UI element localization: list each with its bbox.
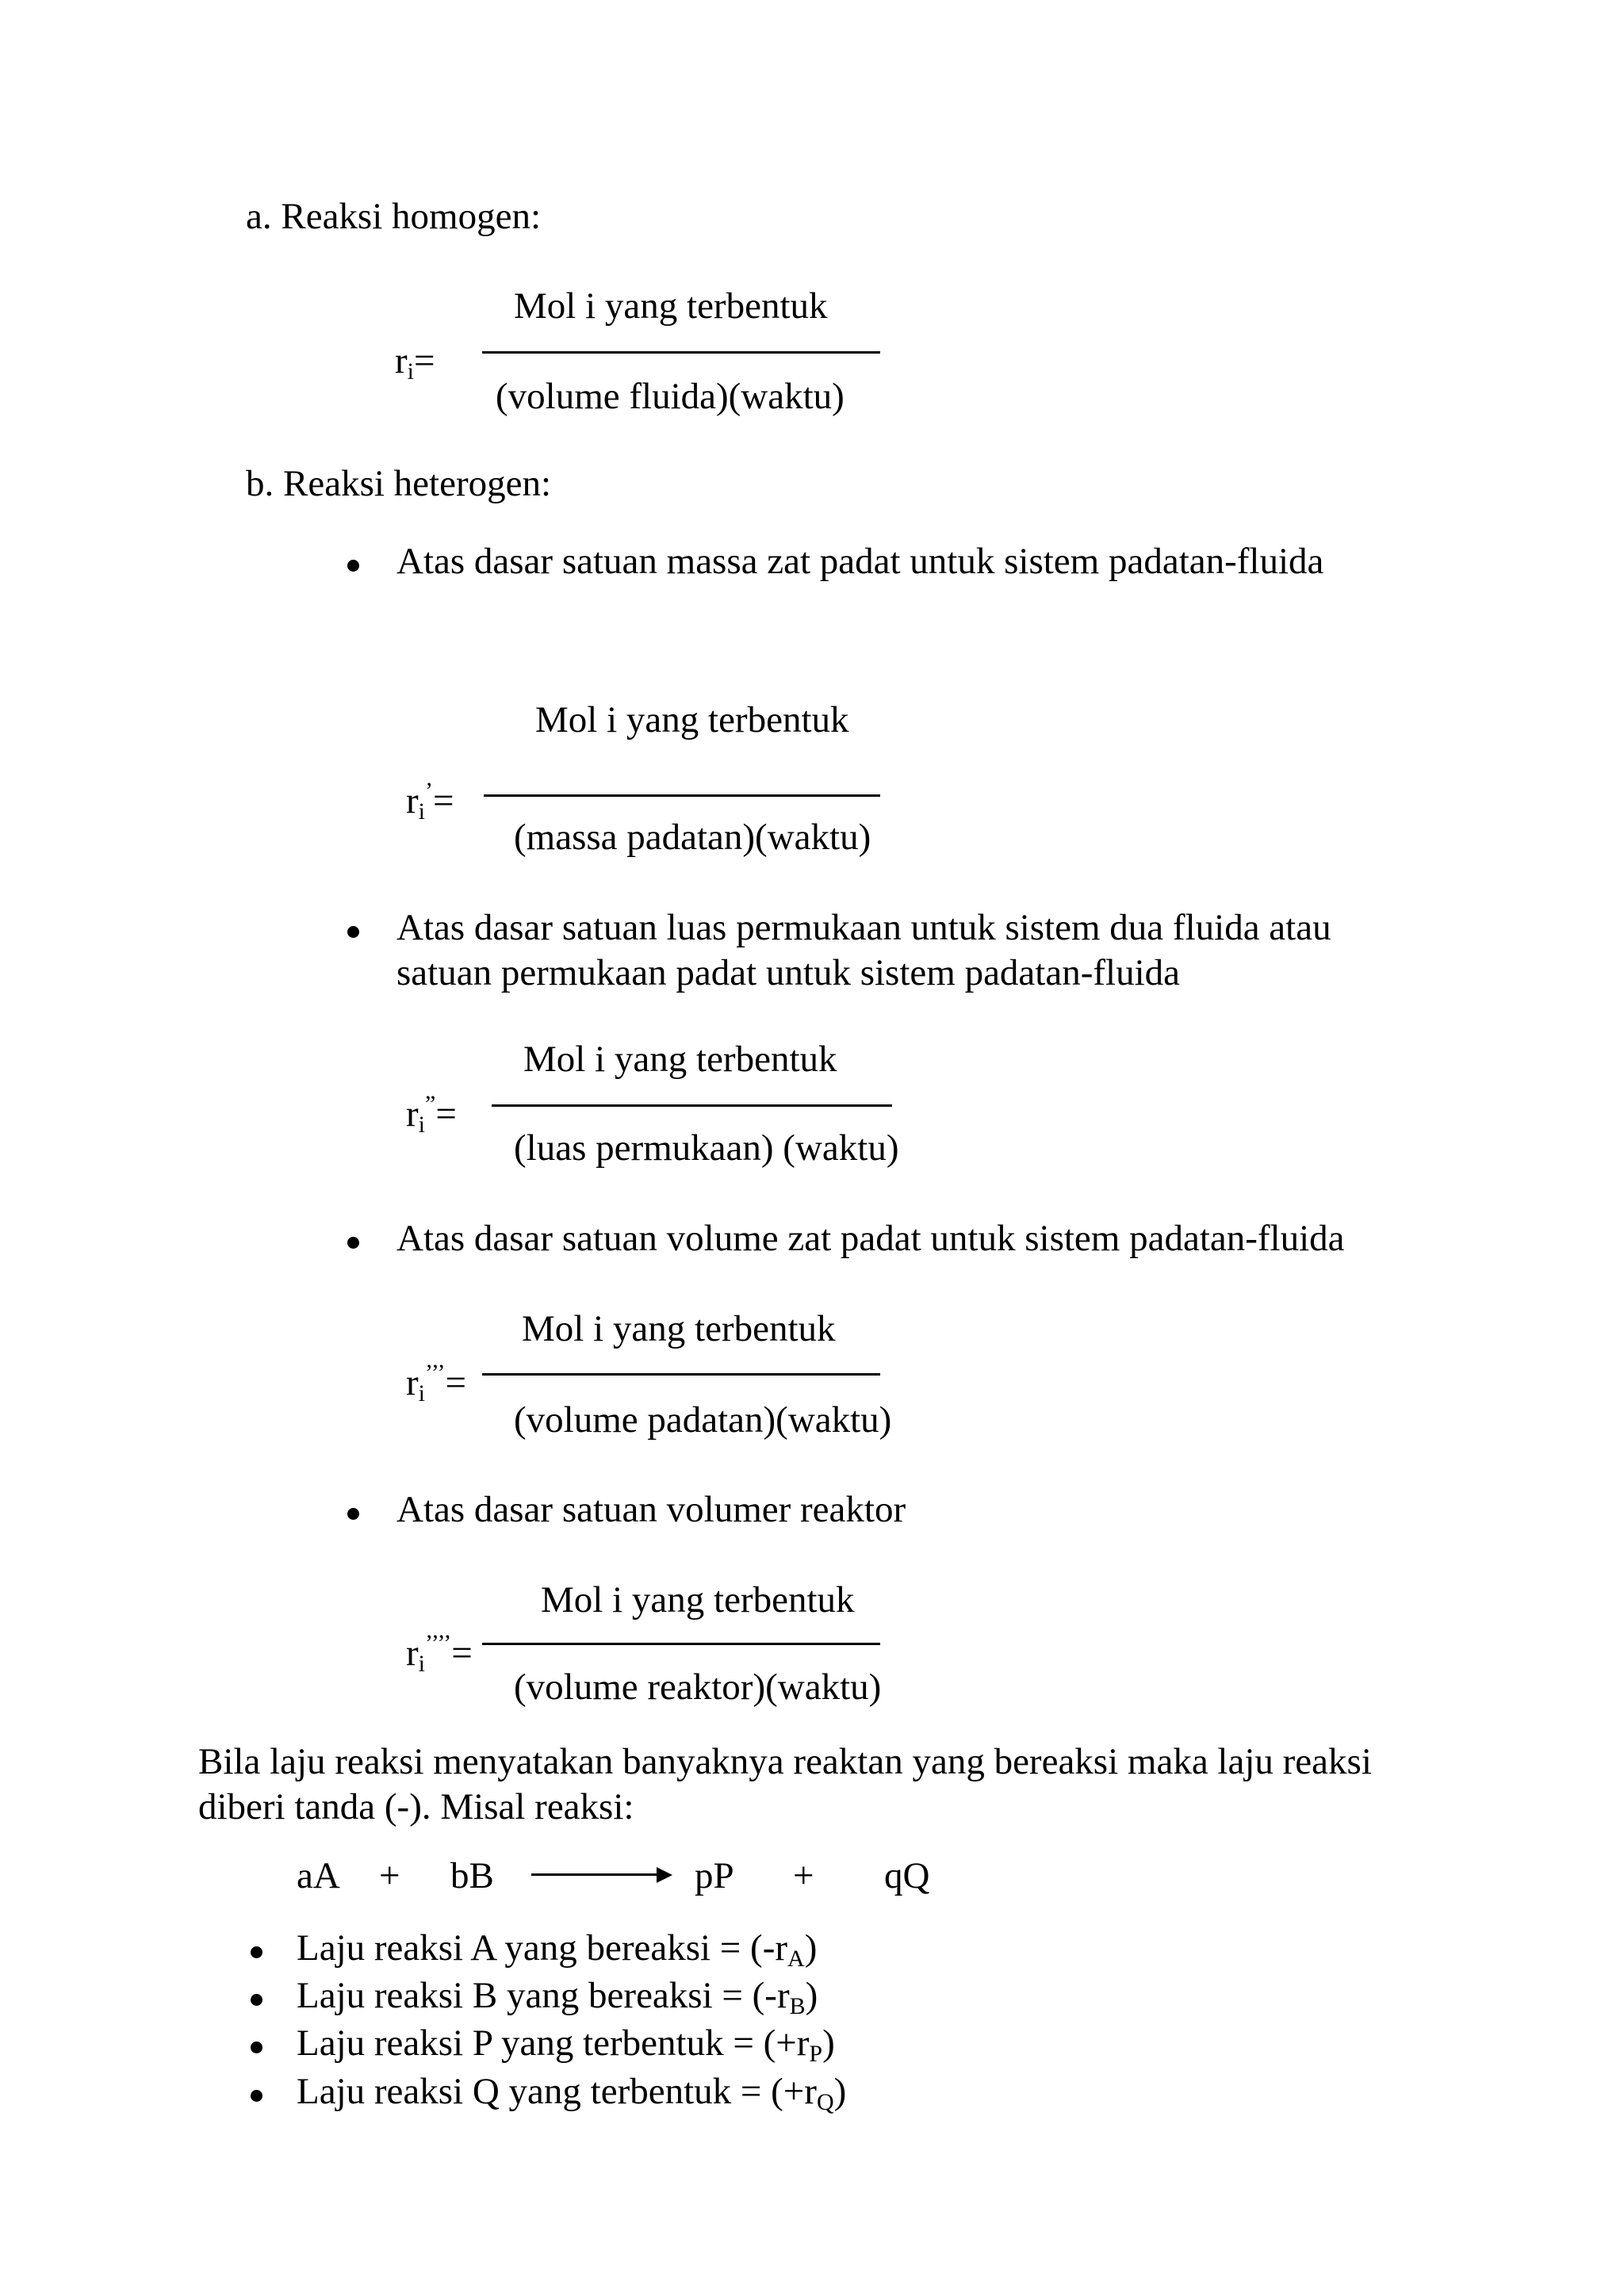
- plus-sign: +: [793, 1855, 814, 1896]
- fraction-bar: [482, 351, 880, 354]
- numerator: Mol i yang terbentuk: [535, 699, 849, 740]
- denominator: (volume reaktor)(waktu): [514, 1667, 882, 1708]
- heading-homogen: a. Reaksi homogen:: [246, 196, 542, 237]
- rate-item-q: Laju reaksi Q yang terbentuk = $(+r_Q)$: [297, 2071, 847, 2115]
- reactant-b: bB: [450, 1855, 494, 1896]
- numerator: Mol i yang terbentuk: [522, 1308, 836, 1349]
- bullet-luas-line1: Atas dasar satuan luas permukaan untuk sistem dua fluida atau: [396, 907, 1331, 948]
- denominator: (volume fluida)(waktu): [496, 376, 845, 417]
- product-q: qQ: [884, 1855, 930, 1896]
- bullet-icon: [251, 2090, 262, 2102]
- arrow-head-icon: [657, 1867, 672, 1883]
- bullet-icon: [347, 560, 359, 572]
- bullet-icon: [251, 2042, 262, 2053]
- bullet-icon: [251, 1994, 262, 2006]
- heading-heterogen: b. Reaksi heterogen:: [246, 463, 552, 504]
- bullet-luas-line2: satuan permukaan padat untuk sistem padatan-fluida: [396, 952, 1180, 993]
- plus-sign: +: [379, 1855, 400, 1896]
- lhs: $r_i=$: [395, 340, 435, 385]
- rate-item-p: Laju reaksi P yang terbentuk = $(+r_P)$: [297, 2022, 835, 2067]
- fraction-bar: [492, 1104, 892, 1107]
- paragraph-line1: Bila laju reaksi menyatakan banyaknya reaktan yang bereaksi maka laju reaksi: [198, 1741, 1372, 1782]
- lhs: $r_i^”=$: [406, 1091, 457, 1138]
- numerator: Mol i yang terbentuk: [514, 285, 828, 327]
- bullet-icon: [347, 1508, 359, 1520]
- reactant-a: aA: [297, 1855, 340, 1896]
- fraction-bar: [482, 1643, 880, 1645]
- numerator: Mol i yang terbentuk: [523, 1039, 837, 1080]
- paragraph-line2: diberi tanda (-). Misal reaksi:: [198, 1786, 634, 1827]
- rate-item-a: Laju reaksi A yang bereaksi = $(-r_A)$: [297, 1927, 818, 1972]
- product-p: pP: [695, 1855, 734, 1896]
- denominator: (massa padatan)(waktu): [514, 817, 871, 858]
- fraction-bar: [482, 1373, 880, 1376]
- bullet-massa: Atas dasar satuan massa zat padat untuk sistem padatan-fluida: [396, 541, 1324, 582]
- fraction-bar: [484, 794, 880, 797]
- bullet-reaktor: Atas dasar satuan volumer reaktor: [396, 1489, 906, 1530]
- reaction-arrow: [531, 1873, 658, 1876]
- denominator: (luas permukaan) (waktu): [514, 1127, 899, 1169]
- lhs: $r_i^’=$: [406, 778, 454, 825]
- bullet-icon: [347, 1237, 359, 1249]
- rate-item-b: Laju reaksi B yang bereaksi = $(-r_B)$: [297, 1975, 818, 2019]
- bullet-icon: [251, 1946, 262, 1958]
- denominator: (volume padatan)(waktu): [514, 1399, 892, 1441]
- bullet-volume-padatan: Atas dasar satuan volume zat padat untuk sistem padatan-fluida: [396, 1218, 1345, 1259]
- numerator: Mol i yang terbentuk: [541, 1579, 855, 1621]
- bullet-icon: [347, 926, 359, 938]
- lhs: $r_i^{’’’}=$: [406, 1360, 467, 1406]
- lhs: $r_i^{’’’’}=$: [406, 1630, 473, 1677]
